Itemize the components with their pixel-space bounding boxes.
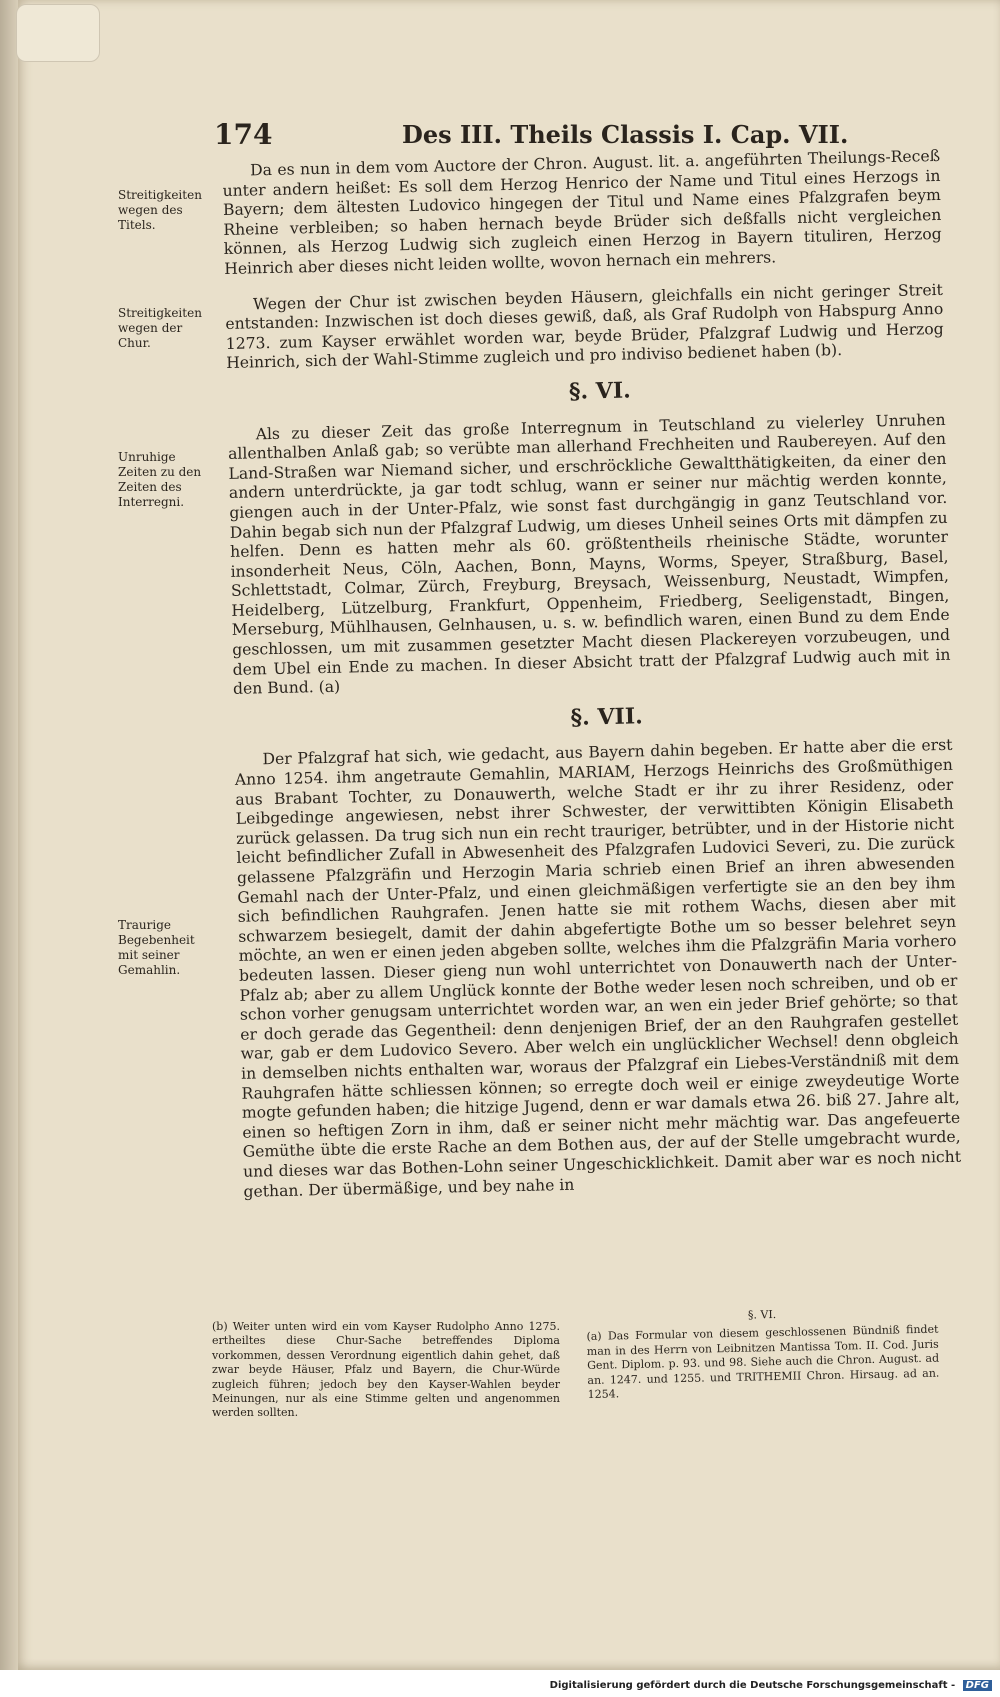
- dfg-logo: DFG: [963, 1680, 992, 1691]
- digitization-credit: [550, 1680, 992, 1691]
- paragraph-chur: Wegen der Chur ist zwischen beyden Häusern, gleichfalls ein nicht geringer Streit entstanden: Inzwischen ist doch dieses gewiß, daß, als Graf Rudolph von Habspurg Anno 1273. zum Kayser erwählet worden war, beyde Brüder, Pfalzgraf Ludwig und Herzog Heinrich, sich der Wahl-Stimme zugleich und pro indiviso bedienet haben (b).: [225, 280, 944, 373]
- page-number: 174: [214, 118, 273, 151]
- footnote-section-vi: §. VI.: [747, 1308, 777, 1322]
- margin-note-interregnum: Unruhige Zeiten zu den Zeiten des Interregni.: [118, 450, 202, 509]
- margin-note-gemahlin: Traurige Begebenheit mit seiner Gemahlin.: [118, 918, 195, 977]
- paragraph-titles: Da es nun in dem vom Auctore der Chron. August. lit. a. angeführten Theilungs-Receß unter andern heißet: Es soll dem Herzog Henrico der Name und Titul eines Herzogs in Bayern; dem ältesten Ludovico hingegen der Titul und Name eines Pfalzgrafen beym Rheine verbleiben; so haben hernach beyde Brüder sich deßfalls nicht vergleichen können, als Herzog Ludwig sich zugleich einen Herzog in Bayern tituliren, Herzog Heinrich aber dieses nicht leiden wollte, wovon hernach ein mehrers.: [222, 146, 942, 278]
- margin-note-titles: Streitigkeiten wegen des Titels.: [118, 188, 202, 232]
- footnote-a: (a) Das Formular von diesem geschlossenen Bündniß findet man in des Herrn von Leibnitzen Mantissa Tom. II. Cod. Juris Gent. Diplom. p. 93. und 98. Siehe auch die Chron. August. ad an. 1247. und 1255. und TRITHEMII Chron. Hirsaug. ad an. 1254.: [586, 1323, 940, 1402]
- page-gutter-shadow: [0, 0, 18, 1670]
- paragraph-interregnum: Als zu dieser Zeit das große Interregnum in Teutschland zu vielerley Unruhen allenthalben Anlaß gab; so verübte man allerhand Frechheiten und Raubereyen. Auf den Land-Straßen war Niemand sicher, und erschröckliche Gewaltthätigkeiten, da einer den andern unterdrückte, ja gar todt schlug, wann er seiner nur mächtig werden konnte, giengen auch in der Unter-Pfalz, wie sonst fast durchgängig in ganz Teutschland vor. Dahin begab sich nun der Pfalzgraf Ludwig, um dieses Unheil seines Orts mit dämpfen zu helfen. Denn es hatten mehr als 60. größtentheils rheinische Städte, worunter insonderheit Neus, Cöln, Aachen, Bonn, Mayns, Worms, Speyer, Straßburg, Basel, Schlettstadt, Colmar, Zürch, Freyburg, Breysach, Weissenburg, Neustadt, Wimpfen, Heidelberg, Lützelburg, Frankfurt, Oppenheim, Friedberg, Seeligenstadt, Bingen, Merseburg, Mühlhausen, Gelnhausen, u. s. w. befindlich waren, einen Bund zu dem Ende geschlossen, um mit zusammen gesetzter Macht diesen Plackereyen vorzubeugen, und dem Ubel ein Ende zu machen. In dieser Absicht tratt der Pfalzgraf Ludwig auch mit in den Bund. (a): [227, 410, 951, 699]
- footnotes: [212, 1308, 952, 1442]
- footnote-b: (b) Weiter unten wird ein vom Kayser Rudolpho Anno 1275. ertheiltes diese Chur-Sache betreffendes Diploma vorkommen, dessen Verordnung eigentlich dahin gehet, daß zwar beyde Häuser, Pfalz und Bayern, die Chur-Würde zugleich führen; jedoch bey den Kayser-Wahlen beyder Meinungen, nur als eine Stimme gelten und angenommen werden sollten.: [212, 1320, 560, 1420]
- main-text: [222, 147, 962, 1218]
- section-heading-vi: §. VI.: [568, 377, 632, 405]
- page-header: [214, 118, 914, 154]
- credit-text: Digitalisierung gefördert durch die Deutsche Forschungsgemeinschaft -: [549, 1680, 956, 1691]
- page-corner-mark: [16, 4, 100, 62]
- paragraph-gemahlin: Der Pfalzgraf hat sich, wie gedacht, aus Bayern dahin begeben. Er hatte aber die erst Anno 1254. ihm angetraute Gemahlin, MARIAM, Herzogs Heinrichs des Großmüthigen aus Brabant Tochter, zu Donauwerth, welche Stadt er ihr zu ihrer Residenz, oder Leibgedinge angewiesen, nebst ihrer Schwester, der verwittibten Königin Elisabeth zurück gelassen. Da trug sich nun ein recht trauriger, betrübter, und in der Historie nicht leicht befindlicher Zufall in Abwesenheit des Pfalzgrafen Ludovici Severi, zu. Die zurück gelassene Pfalzgräfin und Herzogin Maria schrieb einen Brief an ihren abwesenden Gemahl nach der Unter-Pfalz, und einen gleichmäßigen verfertigte sie an den bey ihm sich befindlichen Rauhgrafen. Jenen hatte sie mit rothem Wachs, diesen aber mit schwarzem besiegelt, damit der dahin abgefertigte Bothe um so besser belehret seyn möchte, an wen er einen jeden abgeben sollte, welches ihm die Pfalzgräfin Maria vorhero bedeuten lassen. Dieser gieng nun wohl unterrichtet von Donauwerth nach der Unter-Pfalz ab; aber zu allem Unglück konnte der Bothe weder lesen noch schreiben, und ob er schon vorher genugsam unterrichtet worden war, an wen ein jeder Brief gehörte; so that er doch gerade das Gegentheil: denn denjenigen Brief, der an den Rauhgrafen gestellet war, gab er dem Ludovico Severo. Aber welch ein unglücklicher Wechsel! denn obgleich in demselben nichts enthalten war, woraus der Pfalzgraf ein Liebes-Verständniß mit dem Rauhgrafen hätte schliessen können; so erregte doch weil er einige zweydeutige Worte mogte gefunden haben; die hitzige Jugend, denn er war damals etwa 26. biß 27. Jahre alt, einen so heftigen Zorn in ihm, daß er seiner nicht mehr mächtig war. Das angefeuerte Gemüthe übte die erste Rache an dem Bothen aus, der auf der Stelle umgebracht wurde, und dieses war das Bothen-Lohn seiner Ungeschicklichkeit. Damit aber war es noch nicht gethan. Der übermäßige, und bey nahe in: [234, 736, 962, 1201]
- running-head: Des III. Theils Classis I. Cap. VII.: [402, 120, 849, 149]
- section-heading-vii: §. VII.: [570, 703, 644, 731]
- margin-note-chur: Streitigkeiten wegen der Chur.: [118, 306, 202, 350]
- footnote-a-block: [586, 1305, 940, 1403]
